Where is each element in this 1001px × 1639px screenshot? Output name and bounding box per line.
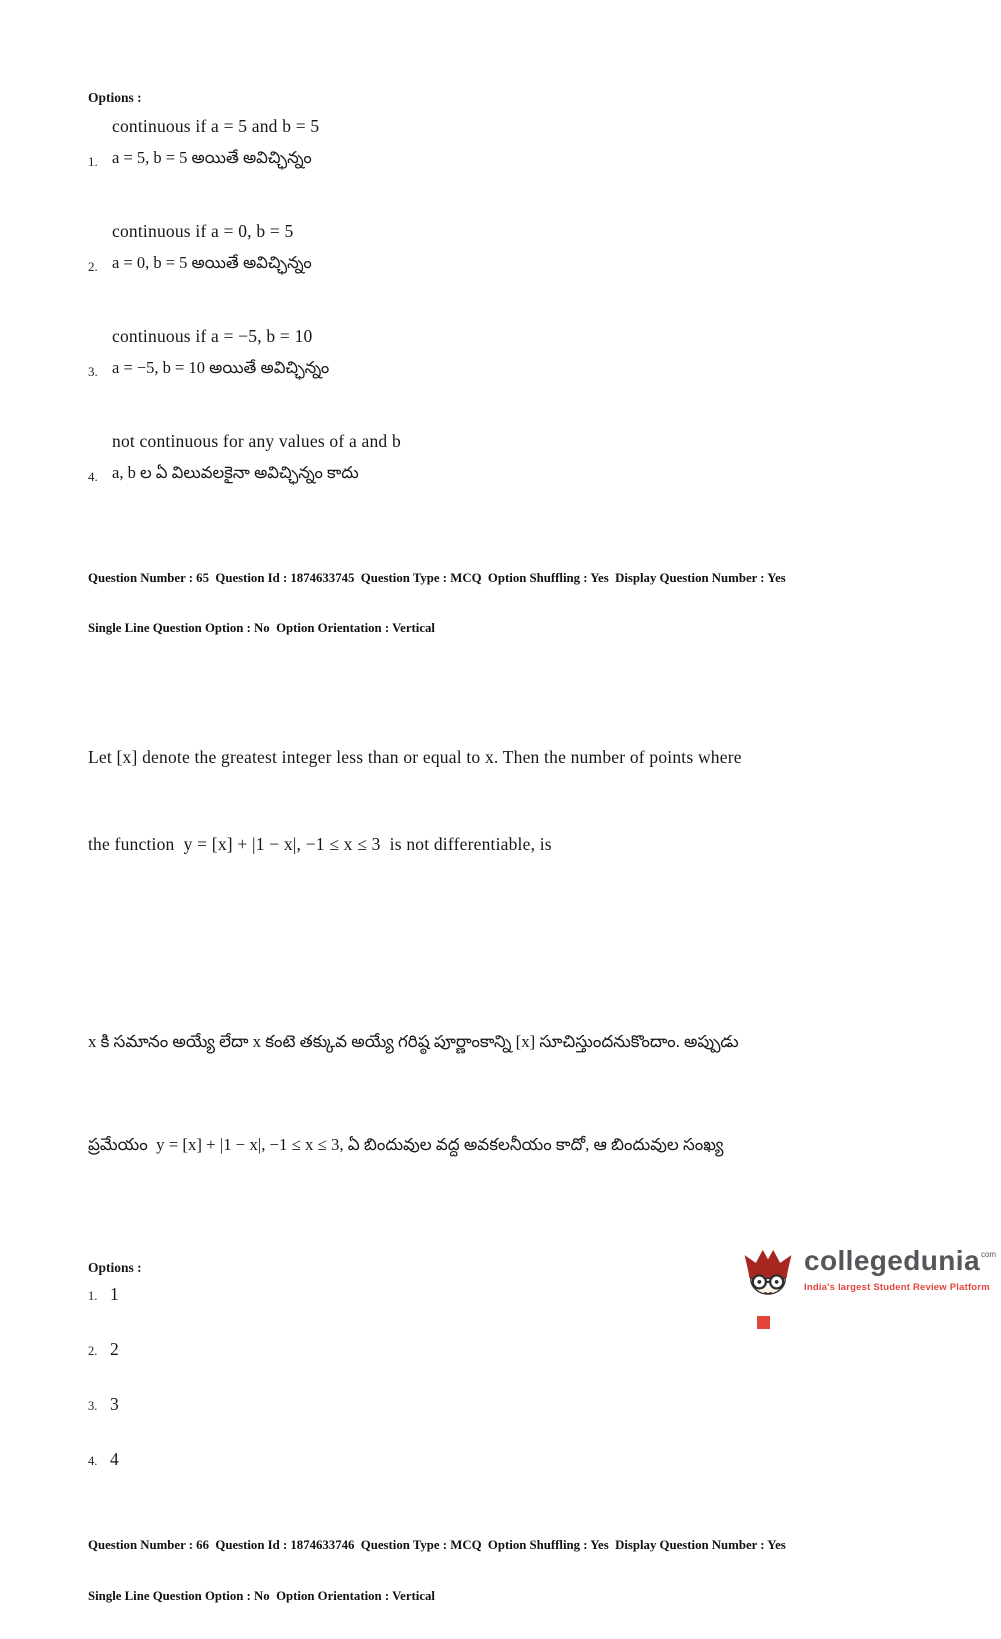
question-66-metadata (88, 1504, 943, 1639)
option-value: 1 (110, 1283, 119, 1304)
option-text-telugu: a = 0, b = 5 అయితే అవిచ్ఛిన్నం (112, 253, 312, 272)
brand-name: collegedunia (804, 1245, 980, 1276)
options-heading-top: Options : (88, 90, 142, 105)
option-text-english: not continuous for any values of a and b (112, 431, 401, 451)
option-number: 4. (88, 469, 98, 484)
option-text-english: continuous if a = 5 and b = 5 (112, 116, 320, 136)
metadata-line-1: Question Number : 65 Question Id : 1874633745 Question Type : MCQ Option Shuffling : Yes Display Question Number : Yes (88, 570, 786, 585)
metadata-line-2: Single Line Question Option : No Option Orientation : Vertical (88, 621, 435, 636)
option-row-4 (88, 431, 943, 486)
option-number: 3. (88, 364, 98, 379)
option-content (112, 431, 401, 486)
brand-line (804, 1246, 996, 1277)
options-heading-q65: Options : (88, 1259, 142, 1275)
option-row-2 (88, 1339, 943, 1360)
option-value: 3 (110, 1393, 119, 1414)
option-value: 2 (110, 1338, 119, 1359)
question-telugu-line-1: x కి సమానం అయ్యే లేదా x కంటె తక్కువ అయ్యే గరిష్ఠ పూర్ణాంకాన్ని [x] సూచిస్తుందనుకొందాం. అప్పుడు (88, 1031, 739, 1051)
collegedunia-logo (742, 1246, 996, 1329)
option-number: 3. (88, 1398, 98, 1413)
graduate-mascot-icon (742, 1246, 794, 1309)
logo-icon-column (742, 1246, 794, 1329)
option-row-2 (88, 221, 943, 276)
option-content (112, 116, 319, 171)
question-text-line-2: the function y = [x] + |1 − x|, −1 ≤ x ≤ 3 is not differentiable, is (88, 833, 552, 854)
question-65-metadata (88, 536, 943, 671)
option-number: 2. (88, 1343, 98, 1358)
option-text-telugu: a = −5, b = 10 అయితే అవిచ్ఛిన్నం (112, 358, 330, 377)
question-65-text-telugu (88, 956, 943, 1231)
question-telugu-line-2: ప్రమేయం y = [x] + |1 − x|, −1 ≤ x ≤ 3, ఏ బిందువుల వద్ద అవకలనీయం కాదో, ఆ బిందువుల సంఖ్య (88, 1135, 724, 1155)
brand-suffix: com (980, 1250, 997, 1259)
option-row-4 (88, 1449, 943, 1470)
option-content (112, 221, 312, 276)
red-square-mark (757, 1316, 770, 1329)
question-text-line-1: Let [x] denote the greatest integer less than or equal to x. Then the number of points where (88, 746, 742, 767)
option-number: 4. (88, 1453, 98, 1468)
option-number: 2. (88, 259, 98, 274)
logo-text-block (804, 1246, 996, 1293)
option-value: 4 (110, 1448, 119, 1469)
option-row-1 (88, 116, 943, 171)
option-text-english: continuous if a = 0, b = 5 (112, 221, 294, 241)
option-text-english: continuous if a = −5, b = 10 (112, 326, 313, 346)
metadata-line-1: Question Number : 66 Question Id : 1874633746 Question Type : MCQ Option Shuffling : Yes Display Question Number : Yes (88, 1538, 786, 1553)
option-row-3 (88, 1394, 943, 1415)
option-text-telugu: a, b ల ఏ విలువలకైనా అవిచ్ఛిన్నం కాదు (112, 463, 359, 482)
brand-tagline: India's largest Student Review Platform (804, 1281, 990, 1293)
option-content (112, 326, 329, 381)
metadata-line-2: Single Line Question Option : No Option Orientation : Vertical (88, 1588, 435, 1603)
question-65-text-english (88, 685, 943, 916)
option-row-3 (88, 326, 943, 381)
option-number: 1. (88, 1288, 98, 1303)
option-text-telugu: a = 5, b = 5 అయితే అవిచ్ఛిన్నం (112, 148, 312, 167)
option-number: 1. (88, 154, 98, 169)
